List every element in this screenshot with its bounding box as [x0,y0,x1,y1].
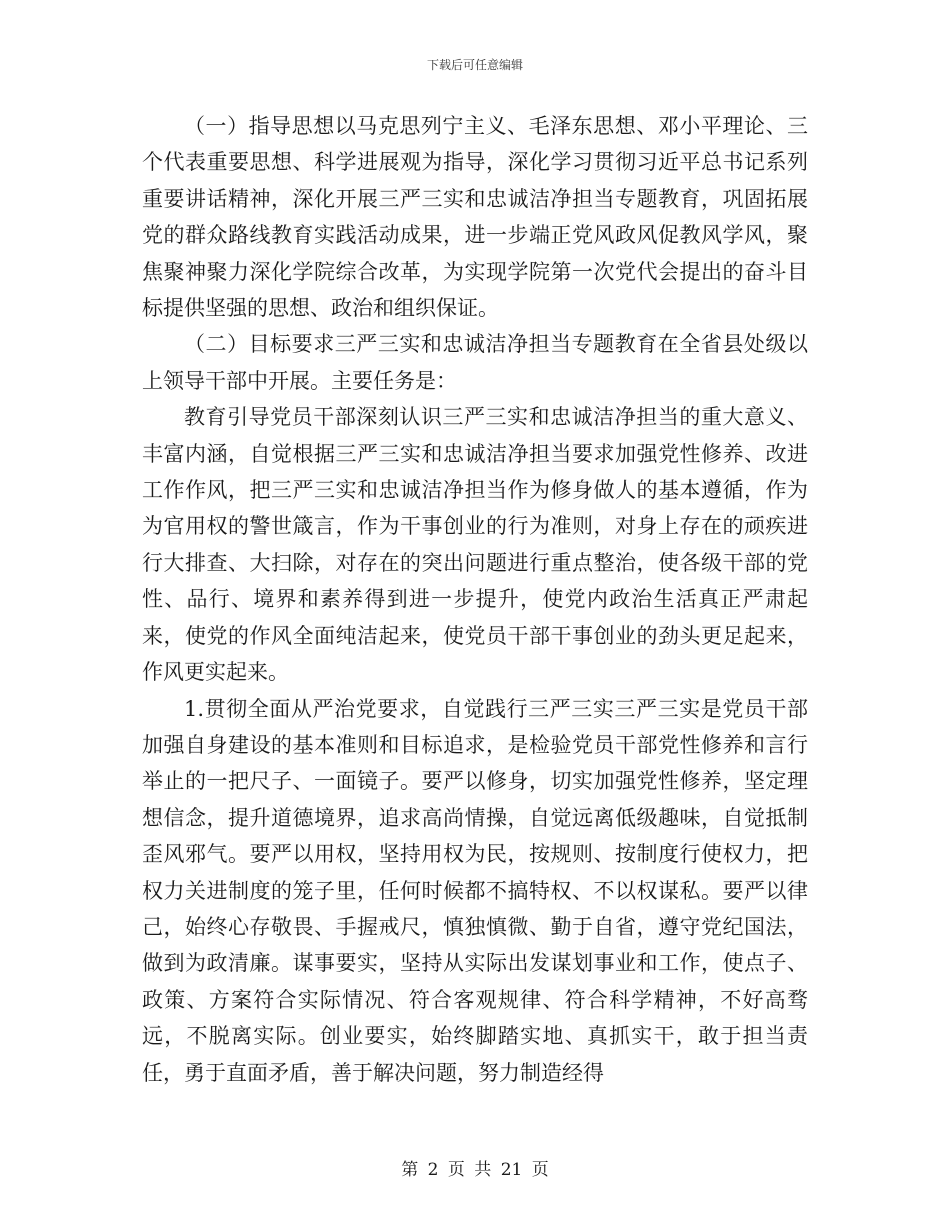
paragraph-item-1: 1.贯彻全面从严治党要求，自觉践行三严三实三严三实是党员干部加强自身建设的基本准则和目标追求，是检验党员干部党性修养和言行举止的一把尺子、一面镜子。要严以修身，切实加强党性修养，坚定理想信念，提升道德境界，追求高尚情操，自觉远离低级趣味，自觉抵制歪风邪气。要严以用权，坚持用权为民，按规则、按制度行使权力，把权力关进制度的笼子里，任何时候都不搞特权、不以权谋私。要严以律己，始终心存敬畏、手握戒尺，慎独慎微、勤于自省，遵守党纪国法，做到为政清廉。谋事要实，坚持从实际出发谋划事业和工作，使点子、政策、方案符合实际情况、符合客观规律、符合科学精神，不好高骛远，不脱离实际。创业要实，始终脚踏实地、真抓实干，敢于担当责任，勇于直面矛盾，善于解决问题，努力制造经得 [142,696,808,1085]
document-body [142,108,808,1091]
paragraph-education-guidance: 教育引导党员干部深刻认识三严三实和忠诚洁净担当的重大意义、丰富内涵，自觉根据三严三实和忠诚洁净担当要求加强党性修养、改进工作作风，把三严三实和忠诚洁净担当作为修身做人的基本遵循，作为为官用权的警世箴言，作为干事创业的行为准则，对身上存在的顽疾进行大排查、大扫除，对存在的突出问题进行重点整治，使各级干部的党性、品行、境界和素养得到进一步提升，使党内政治生活真正严肃起来，使党的作风全面纯洁起来，使党员干部干事创业的劲头更足起来，作风更实起来。 [142,405,808,685]
page-footer: 第 2 页 共 21 页 [401,1160,549,1180]
paragraph-objectives: （二）目标要求三严三实和忠诚洁净担当专题教育在全省县处级以上领导干部中开展。主要任务是： [142,332,808,393]
page-header: 下载后可任意编辑 [426,58,523,72]
paragraph-guiding-ideology: （一）指导思想以马克思列宁主义、毛泽东思想、邓小平理论、三个代表重要思想、科学进展观为指导，深化学习贯彻习近平总书记系列重要讲话精神，深化开展三严三实和忠诚洁净担当专题教育，巩固拓展党的群众路线教育实践活动成果，进一步端正党风政风促教风学风，聚焦聚神聚力深化学院综合改革，为实现学院第一次党代会提出的奋斗目标提供坚强的思想、政治和组织保证。 [142,114,808,321]
